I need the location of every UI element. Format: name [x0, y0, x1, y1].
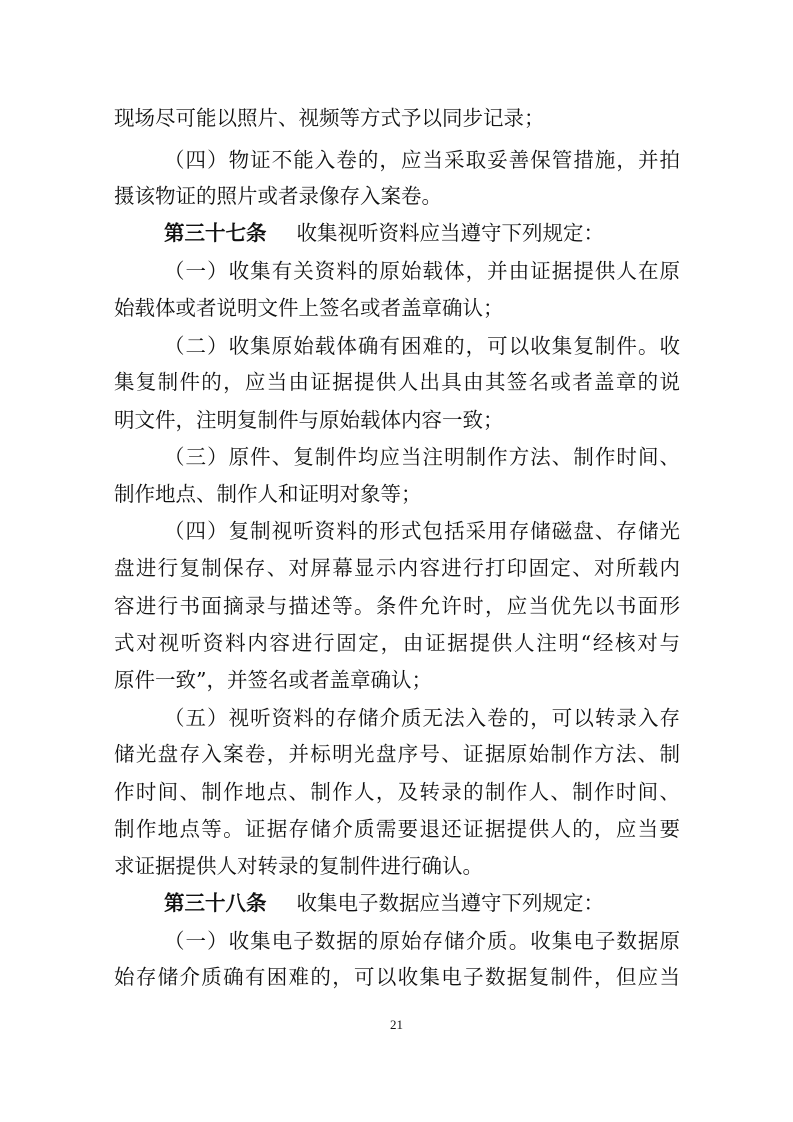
article-heading-line: [164, 889, 604, 917]
text-line: 储光盘存入案卷，并标明光盘序号、证据原始制作方法、制: [114, 742, 680, 766]
text-line: （四）复制视听资料的形式包括采用存储磁盘、存储光: [164, 519, 680, 543]
text-line: 求证据提供人对转录的复制件进行确认。: [114, 854, 483, 878]
text-line: 现场尽可能以照片、视频等方式予以同步记录；: [114, 106, 545, 130]
text-line: （二）收集原始载体确有困难的，可以收集复制件。收: [164, 334, 680, 358]
text-line: 容进行书面摘录与描述等。条件允许时，应当优先以书面形: [114, 594, 680, 618]
article-text: 收集视听资料应当遵守下列规定：: [296, 221, 604, 245]
text-line: （一）收集有关资料的原始载体，并由证据提供人在原: [164, 259, 680, 283]
text-line: 制作地点、制作人和证明对象等；: [114, 482, 422, 506]
text-line: （五）视听资料的存储介质无法入卷的，可以转录入存: [164, 706, 680, 730]
text-line: （四）物证不能入卷的，应当采取妥善保管措施，并拍: [164, 148, 680, 172]
text-line: 原件一致”，并签名或者盖章确认；: [114, 668, 432, 692]
text-line: （三）原件、复制件均应当注明制作方法、制作时间、: [164, 445, 680, 469]
article-number: 第三十七条: [164, 221, 267, 245]
article-text: 收集电子数据应当遵守下列规定：: [296, 891, 604, 915]
article-heading-line: [164, 219, 604, 247]
text-line: 制作地点等。证据存储介质需要退还证据提供人的，应当要: [114, 817, 680, 841]
text-line: 始存储介质确有困难的，可以收集电子数据复制件，但应当: [114, 965, 680, 989]
text-line: 明文件，注明复制件与原始载体内容一致；: [114, 408, 504, 432]
text-line: 集复制件的，应当由证据提供人出具由其签名或者盖章的说: [114, 370, 680, 394]
text-line: 式对视听资料内容进行固定，由证据提供人注明“经核对与: [114, 631, 680, 655]
text-line: 摄该物证的照片或者录像存入案卷。: [114, 184, 442, 208]
text-line: 始载体或者说明文件上签名或者盖章确认；: [114, 296, 504, 320]
page-number: 21: [390, 1017, 403, 1032]
text-line: 作时间、制作地点、制作人，及转录的制作人、制作时间、: [114, 780, 680, 804]
text-line: （一）收集电子数据的原始存储介质。收集电子数据原: [164, 929, 680, 953]
article-number: 第三十八条: [164, 891, 267, 915]
text-line: 盘进行复制保存、对屏幕显示内容进行打印固定、对所载内: [114, 556, 680, 580]
